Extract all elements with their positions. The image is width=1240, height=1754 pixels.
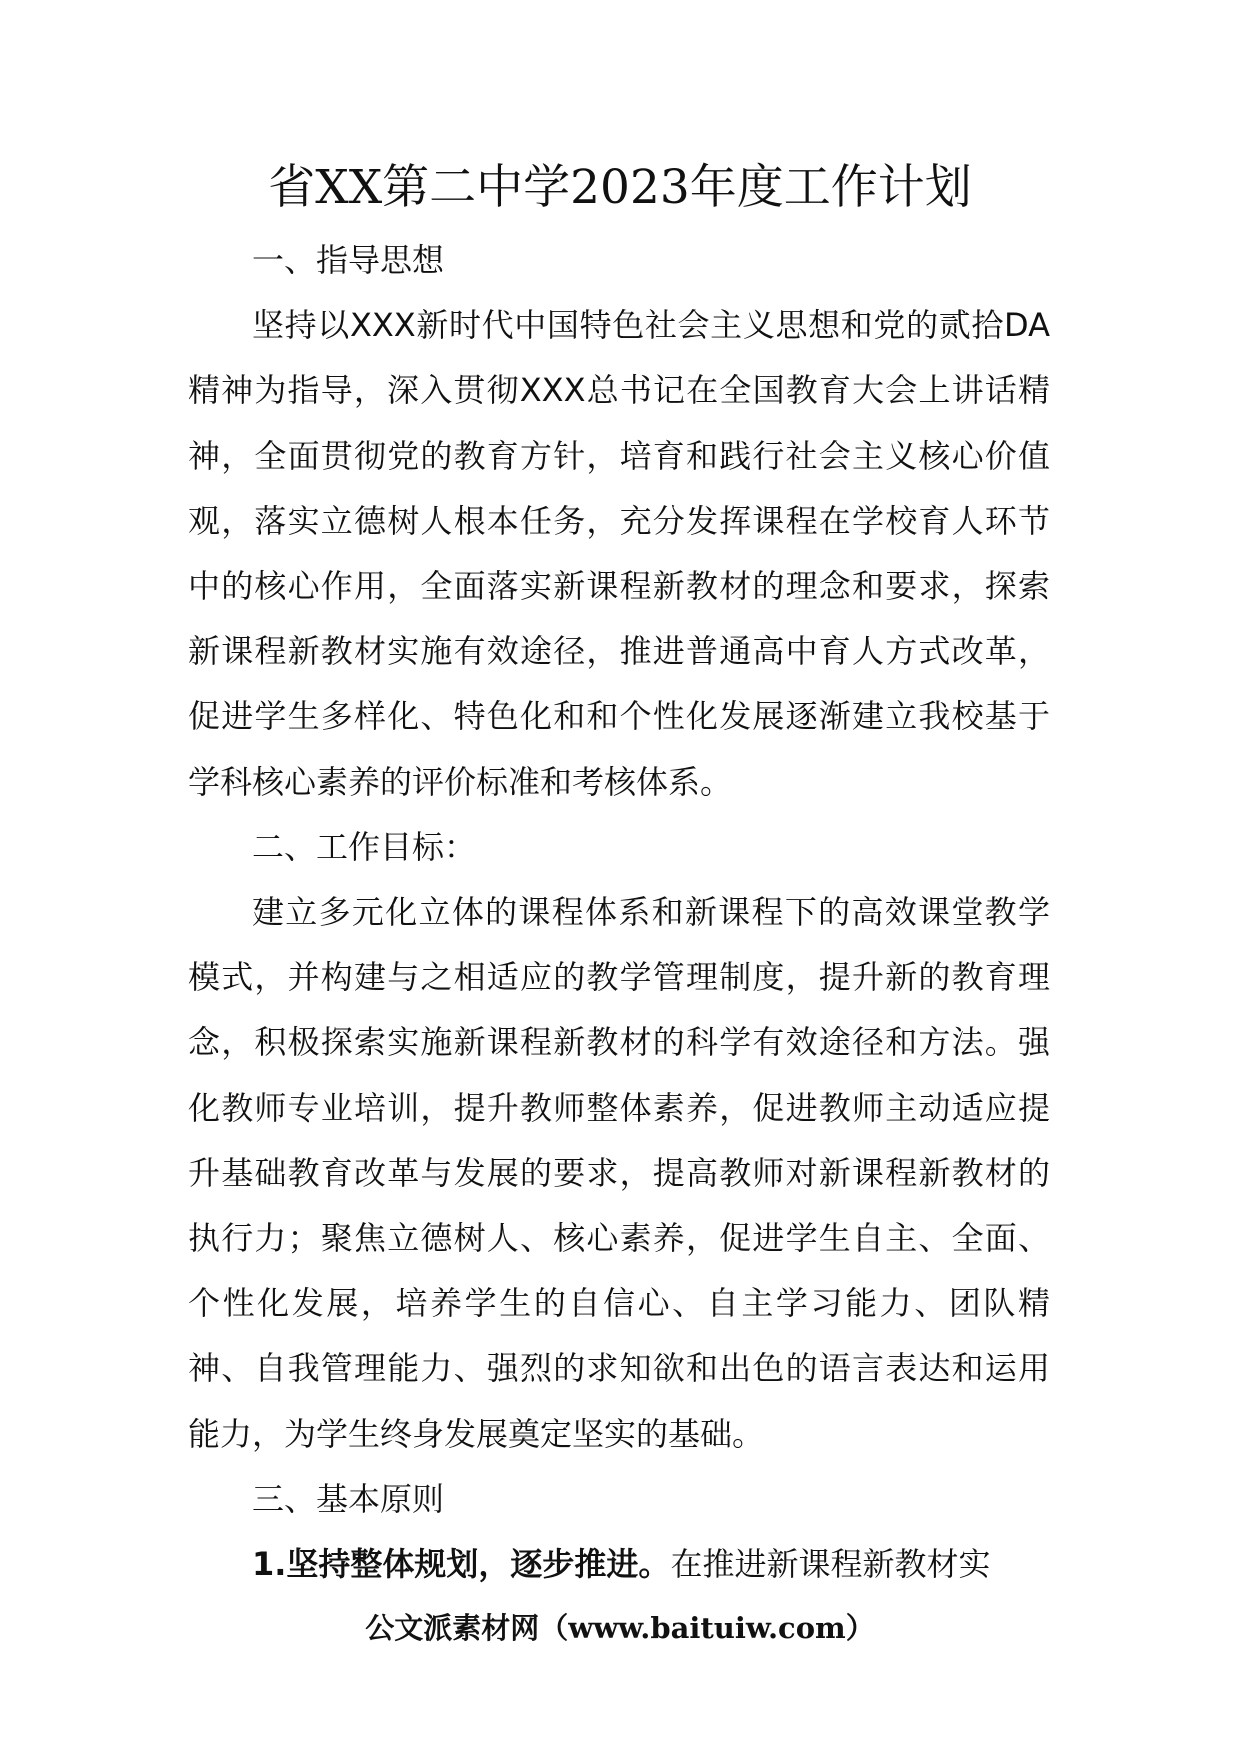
item-bold-lead: 1.坚持整体规划，逐步推进。 <box>252 1545 671 1584</box>
section-heading-3: 三、基本原则 <box>252 1479 445 1518</box>
footer-watermark: 公文派素材网（www.baituiw.com） <box>365 1611 875 1645</box>
document-title: 省XX第二中学2023年度工作计划 <box>268 160 972 215</box>
section-item-1 <box>188 1532 1050 1597</box>
section-paragraph-1: 坚持以XXX新时代中国特色社会主义思想和党的贰拾DA精神为指导，深入贯彻XXX总书记在全国教育大会上讲话精神，全面贯彻党的教育方针，培育和践行社会主义核心价值观，落实立德树人根本任务，充分发挥课程在学校育人环节中的核心作用，全面落实新课程新教材的理念和要求，探索新课程新教材实施有效途径，推进普通高中育人方式改革，促进学生多样化、特色化和和个性化发展逐渐建立我校基于学科核心素养的评价标准和考核体系。 <box>188 306 1050 801</box>
section-paragraph-2: 建立多元化立体的课程体系和新课程下的高效课堂教学模式，并构建与之相适应的教学管理制度，提升新的教育理念，积极探索实施新课程新教材的科学有效途径和方法。强化教师专业培训，提升教师整体素养，促进教师主动适应提升基础教育改革与发展的要求，提高教师对新课程新教材的执行力；聚焦立德树人、核心素养，促进学生自主、全面、个性化发展，培养学生的自信心、自主学习能力、团队精神、自我管理能力、强烈的求知欲和出色的语言表达和运用能力，为学生终身发展奠定坚实的基础。 <box>188 893 1050 1453</box>
section-heading-2: 二、工作目标： <box>252 827 477 866</box>
document-body <box>188 228 1050 1597</box>
section-heading-1: 一、指导思想 <box>252 241 445 279</box>
item-text: 在推进新课程新教材实 <box>670 1545 991 1584</box>
